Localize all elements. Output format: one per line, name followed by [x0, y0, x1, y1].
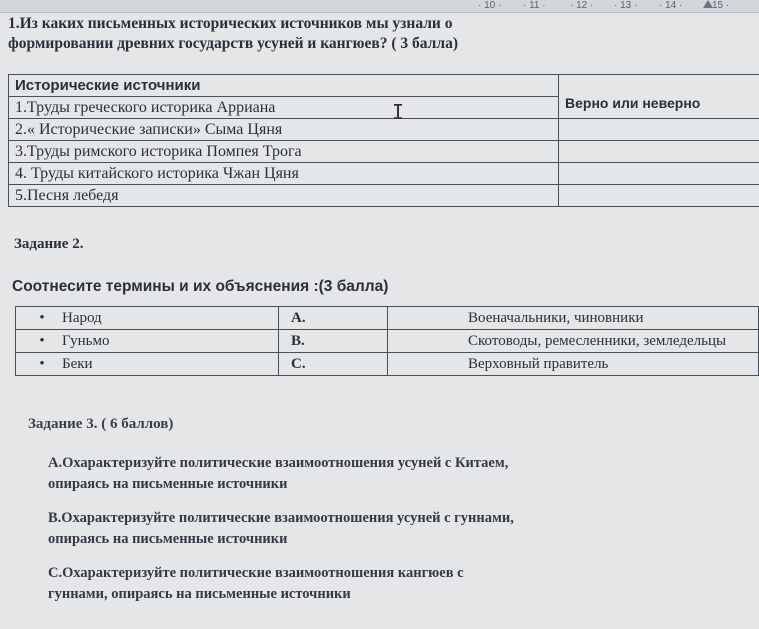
- verdict-cell[interactable]: [559, 119, 759, 141]
- task-3-item-line: В.Охарактеризуйте политические взаимоотношения усуней с гуннами,: [48, 510, 514, 526]
- explanation-cell: Скотоводы, ремесленники, земледельцы: [388, 330, 759, 353]
- source-cell: 1.Труды греческого историка Арриана: [9, 97, 559, 119]
- table-row: [9, 185, 759, 207]
- header-sources: Исторические источники: [9, 75, 559, 97]
- matching-table: [15, 306, 759, 376]
- task-3-item-a: [48, 453, 508, 495]
- table-row: [16, 307, 759, 330]
- task-3-item-b: [48, 508, 514, 550]
- ruler-tick: · 11 ·: [523, 0, 546, 11]
- term-label: Гуньмо: [62, 332, 110, 349]
- ruler-tick: · 12 ·: [570, 0, 594, 11]
- sources-table: [8, 74, 759, 207]
- question-1-line2: формировании древних государств усуней и кангюев? ( 3 балла): [8, 35, 458, 52]
- explanation-cell: Верховный правитель: [388, 353, 759, 376]
- bullet-icon: •: [39, 332, 45, 349]
- ruler-tick: · 10 ·: [478, 0, 502, 11]
- term-cell: [16, 330, 279, 353]
- term-cell: [16, 307, 279, 330]
- task-2-title: Соотнесите термины и их объяснения :(3 балла): [12, 278, 389, 295]
- verdict-cell[interactable]: [559, 185, 759, 207]
- task-3-label: Задание 3. ( 6 баллов): [28, 416, 174, 432]
- verdict-cell[interactable]: [559, 141, 759, 163]
- table-row: [16, 330, 759, 353]
- task-3-item-line: С.Охарактеризуйте политические взаимоотношения кангюев с: [48, 565, 464, 581]
- task-3-item-c: [48, 563, 464, 605]
- term-cell: [16, 353, 279, 376]
- bullet-icon: •: [39, 355, 45, 372]
- source-cell: 3.Труды римского историка Помпея Трога: [9, 141, 559, 163]
- table-row: [9, 75, 759, 97]
- term-label: Народ: [62, 309, 102, 326]
- term-label: Беки: [62, 355, 93, 372]
- table-row: [9, 163, 759, 185]
- ruler-tick: · 14 ·: [659, 0, 683, 11]
- table-row: [9, 141, 759, 163]
- task-3-item-line: опираясь на письменные источники: [48, 476, 288, 492]
- letter-cell: А.: [279, 307, 388, 330]
- source-cell: 4. Труды китайского историка Чжан Цяня: [9, 163, 559, 185]
- ruler: [0, 0, 759, 13]
- task-2-label: Задание 2.: [14, 236, 84, 252]
- bullet-icon: •: [39, 309, 45, 326]
- ruler-tick: 15 ·: [712, 0, 730, 11]
- letter-cell: В.: [279, 330, 388, 353]
- header-verdict: Верно или неверно: [559, 75, 759, 119]
- source-cell: 5.Песня лебедя: [9, 185, 559, 207]
- table-row: [9, 119, 759, 141]
- ruler-tick: · 13 ·: [614, 0, 638, 11]
- table-row: [16, 353, 759, 376]
- verdict-cell[interactable]: [559, 163, 759, 185]
- explanation-cell: Военачальники, чиновники: [388, 307, 759, 330]
- question-1: [8, 14, 738, 54]
- source-cell: 2.« Исторические записки» Сыма Цяня: [9, 119, 559, 141]
- letter-cell: С.: [279, 353, 388, 376]
- question-1-line1: 1.Из каких письменных исторических источников мы узнали о: [8, 15, 453, 32]
- text-cursor-icon: I: [392, 100, 405, 124]
- task-3-item-line: гуннами, опираясь на письменные источники: [48, 586, 351, 602]
- task-3-item-line: опираясь на письменные источники: [48, 531, 288, 547]
- task-3-item-line: А.Охарактеризуйте политические взаимоотношения усуней с Китаем,: [48, 455, 509, 471]
